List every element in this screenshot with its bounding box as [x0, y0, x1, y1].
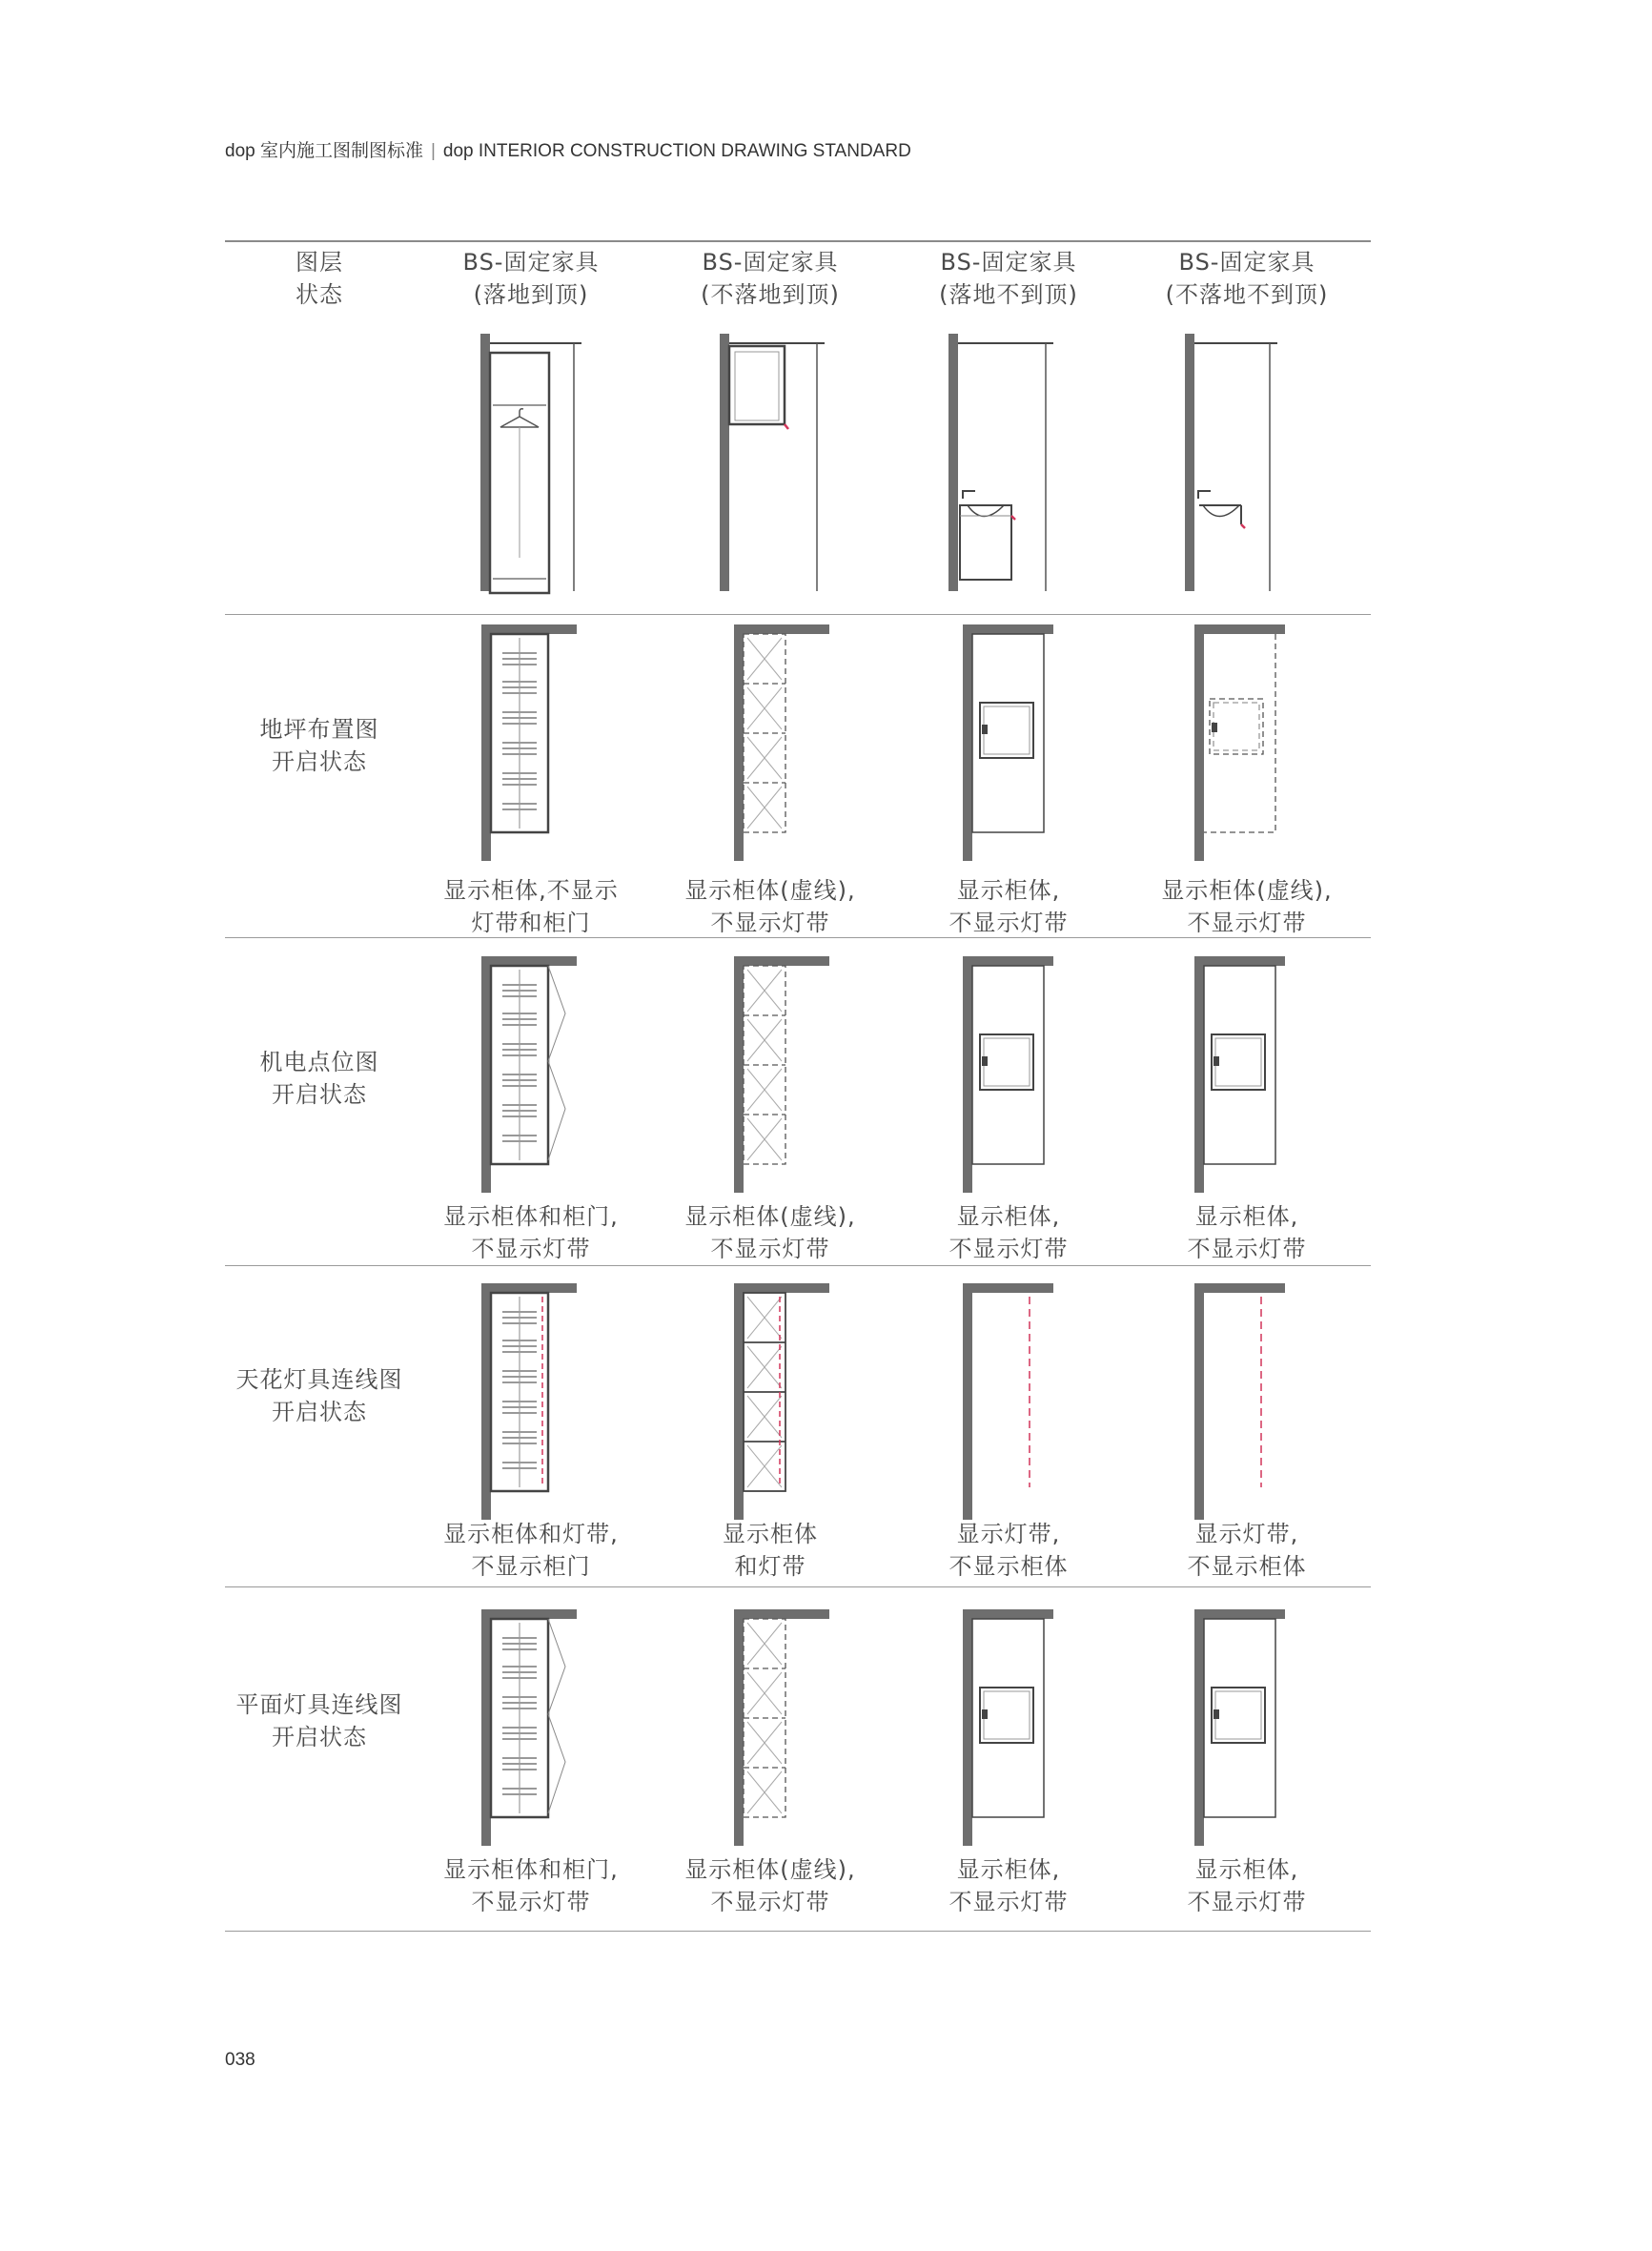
caption-r4-c1-line-2: 不显示灯带 [471, 1889, 591, 1915]
caption-r4-c4-line-2: 不显示灯带 [1187, 1889, 1307, 1915]
column-header-2-sub: (不落地到顶) [701, 281, 840, 308]
plan-r3-wall-basin-light-strip-only [1194, 1283, 1299, 1522]
caption-r2-c4-line-1: 显示柜体, [1194, 1203, 1299, 1230]
corner-header-line-1: 图层 [296, 249, 343, 276]
caption-r3-c2-line-2: 和灯带 [734, 1553, 806, 1580]
row-label-ceiling-lighting-line-2: 开启状态 [272, 1399, 367, 1425]
caption-r4-c3-line-2: 不显示灯带 [948, 1889, 1069, 1915]
plan-r1-wall-basin-dashed [1194, 624, 1299, 863]
caption-r3-c1-line-2: 不显示柜门 [471, 1553, 591, 1580]
row-label-floor-plan [224, 713, 415, 778]
caption-r4-c4 [1128, 1853, 1366, 1918]
caption-r4-c4-line-1: 显示柜体, [1194, 1856, 1299, 1883]
header-title-cn: dop 室内施工图制图标准 [225, 141, 423, 161]
plan-r2-wardrobe-with-doors [481, 956, 605, 1195]
column-header-2 [656, 246, 885, 311]
caption-r3-c3 [889, 1518, 1128, 1583]
elevation-wall-hung-basin [1182, 329, 1306, 596]
row-label-plan-lighting [224, 1688, 415, 1753]
plan-r4-wardrobe-with-doors [481, 1609, 605, 1848]
row-divider-1 [225, 614, 1371, 615]
row-label-plan-lighting-line-1: 平面灯具连线图 [235, 1691, 403, 1718]
caption-r2-c2-line-1: 显示柜体(虚线), [684, 1203, 856, 1230]
plan-r3-wardrobe-light-strip [481, 1283, 586, 1522]
caption-r3-c2-line-1: 显示柜体 [723, 1521, 818, 1547]
caption-r3-c4 [1128, 1518, 1366, 1583]
plan-r2-upper-cabinet-dashed [734, 956, 839, 1195]
caption-r2-c1 [412, 1200, 650, 1265]
caption-r1-c2 [651, 874, 889, 939]
caption-r1-c2-line-1: 显示柜体(虚线), [684, 877, 856, 904]
row-label-electrical-line-1: 机电点位图 [259, 1049, 379, 1075]
caption-r3-c4-line-1: 显示灯带, [1194, 1521, 1299, 1547]
row-divider-3 [225, 1265, 1371, 1266]
plan-r1-upper-cabinet-dashed [734, 624, 839, 863]
caption-r3-c1-line-1: 显示柜体和灯带, [443, 1521, 619, 1547]
column-header-3 [894, 246, 1123, 311]
column-header-1-title: BS-固定家具 [462, 249, 600, 276]
row-label-plan-lighting-line-2: 开启状态 [272, 1724, 367, 1750]
caption-r1-c4-line-2: 不显示灯带 [1187, 910, 1307, 936]
corner-header [224, 246, 415, 311]
plan-r4-wall-basin-solid [1194, 1609, 1299, 1848]
caption-r2-c1-line-2: 不显示灯带 [471, 1236, 591, 1262]
row-divider-4 [225, 1586, 1371, 1587]
row-label-electrical-line-2: 开启状态 [272, 1081, 367, 1108]
caption-r2-c2 [651, 1200, 889, 1265]
caption-r1-c3 [889, 874, 1128, 939]
caption-r4-c1-line-1: 显示柜体和柜门, [443, 1856, 619, 1883]
caption-r3-c2 [651, 1518, 889, 1583]
column-header-3-title: BS-固定家具 [940, 249, 1077, 276]
plan-r4-vanity-solid [963, 1609, 1068, 1848]
caption-r2-c3-line-2: 不显示灯带 [948, 1236, 1069, 1262]
column-header-1-sub: (落地到顶) [473, 281, 589, 308]
caption-r1-c4-line-1: 显示柜体(虚线), [1161, 877, 1333, 904]
column-header-4-title: BS-固定家具 [1178, 249, 1315, 276]
caption-r2-c2-line-2: 不显示灯带 [710, 1236, 830, 1262]
column-header-4-sub: (不落地不到顶) [1165, 281, 1329, 308]
caption-r3-c1 [412, 1518, 650, 1583]
page-number: 038 [225, 2050, 255, 2070]
caption-r4-c2 [651, 1853, 889, 1918]
caption-r4-c1 [412, 1853, 650, 1918]
header-separator: | [430, 141, 436, 161]
caption-r1-c1-line-2: 灯带和柜门 [471, 910, 591, 936]
row-label-electrical [224, 1046, 415, 1111]
caption-r3-c3-line-1: 显示灯带, [956, 1521, 1061, 1547]
page-header [225, 136, 911, 162]
header-title-en: dop INTERIOR CONSTRUCTION DRAWING STANDARD [442, 141, 911, 161]
row-label-ceiling-lighting-line-1: 天花灯具连线图 [235, 1366, 403, 1393]
caption-r2-c3-line-1: 显示柜体, [956, 1203, 1061, 1230]
caption-r2-c4 [1128, 1200, 1366, 1265]
caption-r1-c4 [1128, 874, 1366, 939]
caption-r1-c3-line-1: 显示柜体, [956, 877, 1061, 904]
column-header-4 [1132, 246, 1361, 311]
caption-r4-c2-line-1: 显示柜体(虚线), [684, 1856, 856, 1883]
row-label-floor-plan-line-2: 开启状态 [272, 748, 367, 775]
corner-header-line-2: 状态 [296, 281, 343, 308]
elevation-floor-to-ceiling-wardrobe [472, 329, 596, 596]
caption-r3-c3-line-2: 不显示柜体 [948, 1553, 1069, 1580]
plan-r1-vanity-solid [963, 624, 1068, 863]
table-top-rule [225, 240, 1371, 242]
column-header-3-sub: (落地不到顶) [939, 281, 1078, 308]
plan-r2-wall-basin-solid [1194, 956, 1299, 1195]
plan-r1-wardrobe-no-doors [481, 624, 586, 863]
plan-r2-vanity-solid [963, 956, 1068, 1195]
caption-r4-c3 [889, 1853, 1128, 1918]
caption-r1-c1 [412, 874, 650, 939]
elevation-floor-standing-vanity [948, 329, 1072, 596]
column-header-2-title: BS-固定家具 [702, 249, 839, 276]
plan-r3-upper-cabinet-light-strip [734, 1283, 839, 1522]
caption-r1-c3-line-2: 不显示灯带 [948, 910, 1069, 936]
table-bottom-rule [225, 1931, 1371, 1932]
row-label-ceiling-lighting [224, 1363, 415, 1428]
plan-r4-upper-cabinet-dashed [734, 1609, 839, 1848]
row-label-floor-plan-line-1: 地坪布置图 [259, 716, 379, 743]
caption-r2-c1-line-1: 显示柜体和柜门, [443, 1203, 619, 1230]
caption-r4-c2-line-2: 不显示灯带 [710, 1889, 830, 1915]
plan-r3-vanity-light-strip-only [963, 1283, 1068, 1522]
caption-r1-c2-line-2: 不显示灯带 [710, 910, 830, 936]
column-header-1 [417, 246, 645, 311]
caption-r4-c3-line-1: 显示柜体, [956, 1856, 1061, 1883]
caption-r2-c3 [889, 1200, 1128, 1265]
caption-r3-c4-line-2: 不显示柜体 [1187, 1553, 1307, 1580]
caption-r1-c1-line-1: 显示柜体,不显示 [443, 877, 619, 904]
elevation-suspended-to-ceiling-cabinet [710, 329, 834, 596]
caption-r2-c4-line-2: 不显示灯带 [1187, 1236, 1307, 1262]
